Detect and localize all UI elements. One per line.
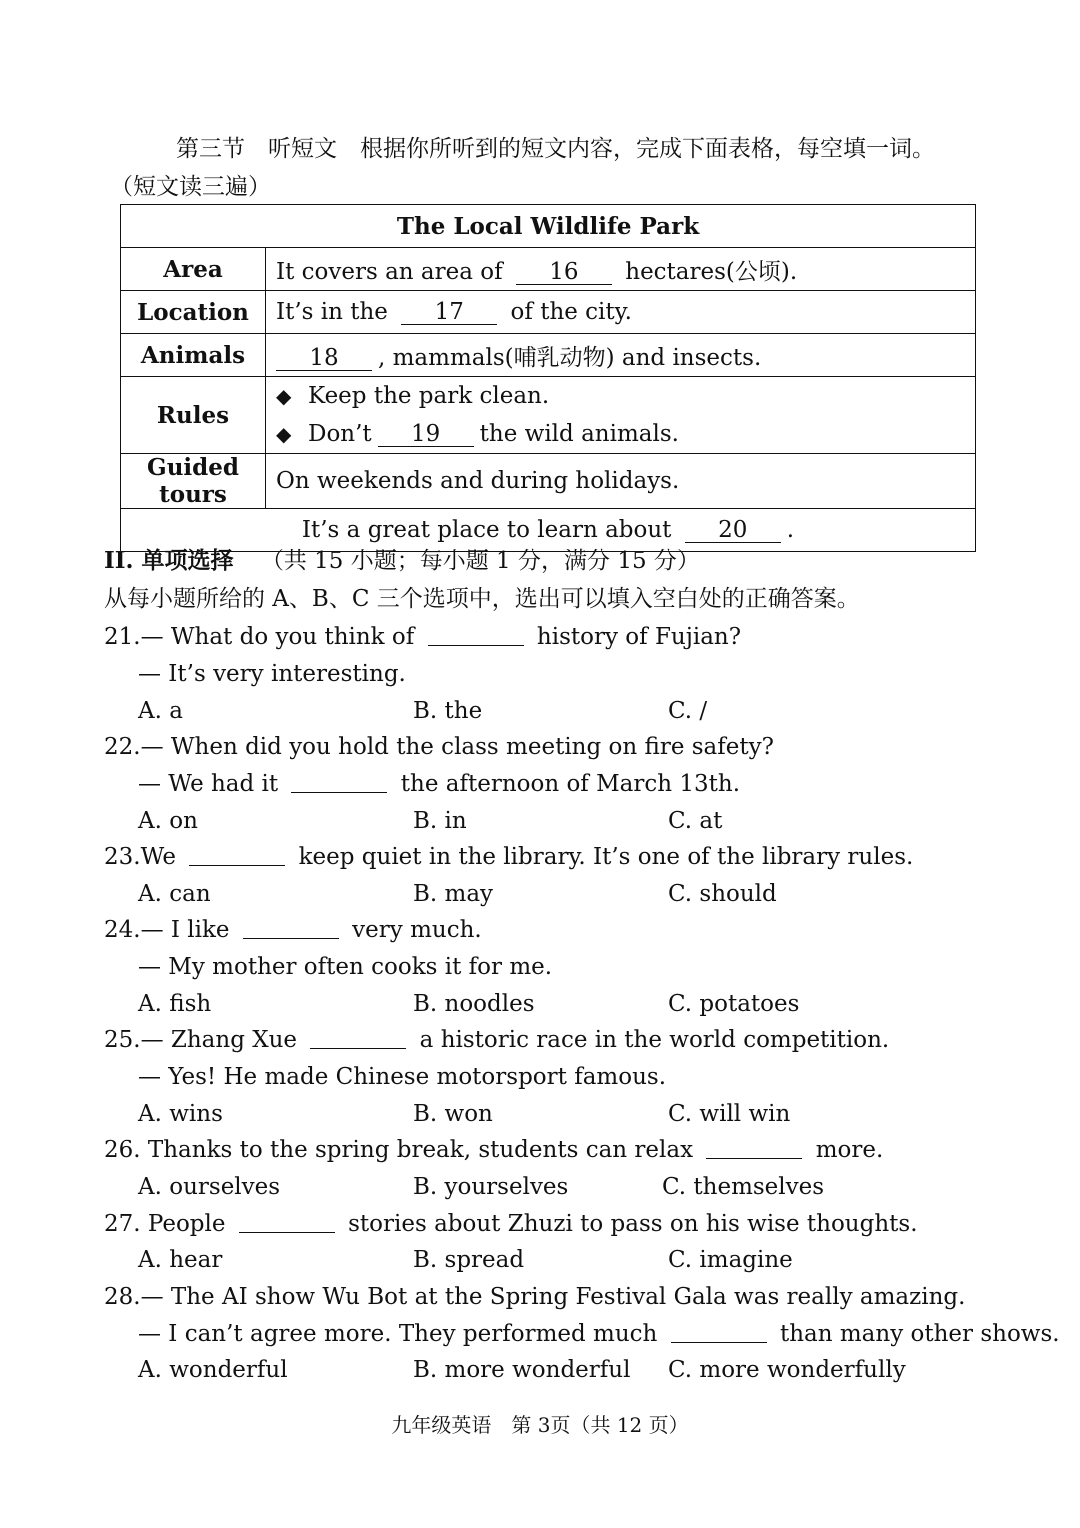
part2-title: II. 单项选择	[104, 547, 234, 574]
option-26-a[interactable]: A. ourselves	[138, 1174, 281, 1200]
answer-blank-26[interactable]	[706, 1136, 802, 1159]
option-25-b[interactable]: B. won	[413, 1101, 493, 1127]
table-row	[121, 454, 976, 509]
option-23-b[interactable]: B. may	[413, 881, 494, 907]
table-footer-row: It’s a great place to learn about 20 .	[121, 509, 976, 552]
question-28: 28.— The AI show Wu Bot at the Spring Festival Gala was really amazing.	[104, 1284, 966, 1310]
row-content-animals: 18 , mammals(哺乳动物) and insects.	[266, 334, 976, 377]
part2-header	[104, 546, 700, 576]
answer-blank-25[interactable]	[310, 1026, 406, 1049]
section3-heading: 第三节 听短文 根据你所听到的短文内容，完成下面表格，每空填一词。	[176, 136, 935, 162]
row-content-rules: ◆ Keep the park clean. ◆ Don’t 19 the wild animals.	[266, 377, 976, 454]
option-26-b[interactable]: B. yourselves	[413, 1174, 569, 1200]
option-24-b[interactable]: B. noodles	[413, 991, 535, 1017]
table-row	[121, 334, 976, 377]
table-row	[121, 248, 976, 291]
question-24: 24.— I like very much.	[104, 917, 482, 943]
wildlife-park-table	[120, 204, 976, 552]
answer-blank-21[interactable]	[428, 623, 524, 646]
row-label-location: Location	[121, 291, 266, 334]
option-21-a[interactable]: A. a	[138, 698, 183, 724]
row-label-guided-tours: Guided tours	[121, 454, 266, 509]
answer-blank-20[interactable]: 20	[685, 518, 781, 543]
page-footer: 九年级英语 第 3页（共 12 页）	[391, 1413, 689, 1437]
section3-note: （短文读三遍）	[110, 174, 271, 200]
table-title: The Local Wildlife Park	[121, 205, 976, 248]
question-24-reply: — My mother often cooks it for me.	[138, 954, 553, 980]
option-27-c[interactable]: C. imagine	[668, 1247, 793, 1273]
answer-blank-27[interactable]	[239, 1210, 335, 1233]
option-25-a[interactable]: A. wins	[138, 1101, 223, 1127]
row-label-rules: Rules	[121, 377, 266, 454]
question-25: 25.— Zhang Xue a historic race in the world competition.	[104, 1027, 890, 1053]
option-27-b[interactable]: B. spread	[413, 1247, 525, 1273]
question-22-reply: — We had it the afternoon of March 13th.	[138, 771, 741, 797]
question-26: 26. Thanks to the spring break, students can relax more.	[104, 1137, 884, 1163]
option-26-c[interactable]: C. themselves	[662, 1174, 825, 1200]
option-24-c[interactable]: C. potatoes	[668, 991, 800, 1017]
part2-desc: （共 15 小题；每小题 1 分，满分 15 分）	[260, 548, 700, 574]
question-23: 23.We keep quiet in the library. It’s one of the library rules.	[104, 844, 914, 870]
question-21: 21.— What do you think of history of Fujian?	[104, 624, 742, 650]
option-24-a[interactable]: A. fish	[138, 991, 212, 1017]
answer-blank-19[interactable]: 19	[378, 422, 474, 447]
row-label-area: Area	[121, 248, 266, 291]
answer-blank-28[interactable]	[671, 1320, 767, 1343]
row-content-location: It’s in the 17 of the city.	[266, 291, 976, 334]
question-28-reply: — I can’t agree more. They performed much than many other shows.	[138, 1321, 1060, 1347]
row-content-guided-tours: On weekends and during holidays.	[266, 454, 976, 509]
answer-blank-16[interactable]: 16	[516, 260, 612, 285]
option-23-a[interactable]: A. can	[138, 881, 211, 907]
option-28-a[interactable]: A. wonderful	[138, 1357, 288, 1383]
option-23-c[interactable]: C. should	[668, 881, 777, 907]
option-22-b[interactable]: B. in	[413, 808, 467, 834]
diamond-bullet-icon: ◆	[276, 422, 292, 446]
answer-blank-24[interactable]	[243, 916, 339, 939]
answer-blank-17[interactable]: 17	[401, 300, 497, 325]
table-row	[121, 291, 976, 334]
diamond-bullet-icon: ◆	[276, 384, 292, 408]
option-28-c[interactable]: C. more wonderfully	[668, 1357, 906, 1383]
answer-blank-23[interactable]	[189, 843, 285, 866]
question-27: 27. People stories about Zhuzi to pass on his wise thoughts.	[104, 1211, 918, 1237]
option-21-b[interactable]: B. the	[413, 698, 483, 724]
question-25-reply: — Yes! He made Chinese motorsport famous.	[138, 1064, 667, 1090]
answer-blank-18[interactable]: 18	[276, 346, 372, 371]
option-25-c[interactable]: C. will win	[668, 1101, 791, 1127]
option-27-a[interactable]: A. hear	[138, 1247, 223, 1273]
answer-blank-22[interactable]	[291, 770, 387, 793]
question-21-reply: — It’s very interesting.	[138, 661, 406, 687]
question-22: 22.— When did you hold the class meeting on fire safety?	[104, 734, 774, 760]
row-content-area: It covers an area of 16 hectares(公顷).	[266, 248, 976, 291]
table-row	[121, 377, 976, 454]
option-22-c[interactable]: C. at	[668, 808, 723, 834]
option-22-a[interactable]: A. on	[138, 808, 198, 834]
option-21-c[interactable]: C. /	[668, 698, 708, 724]
option-28-b[interactable]: B. more wonderful	[413, 1357, 631, 1383]
row-label-animals: Animals	[121, 334, 266, 377]
part2-instruction: 从每小题所给的 A、B、C 三个选项中，选出可以填入空白处的正确答案。	[104, 586, 860, 612]
